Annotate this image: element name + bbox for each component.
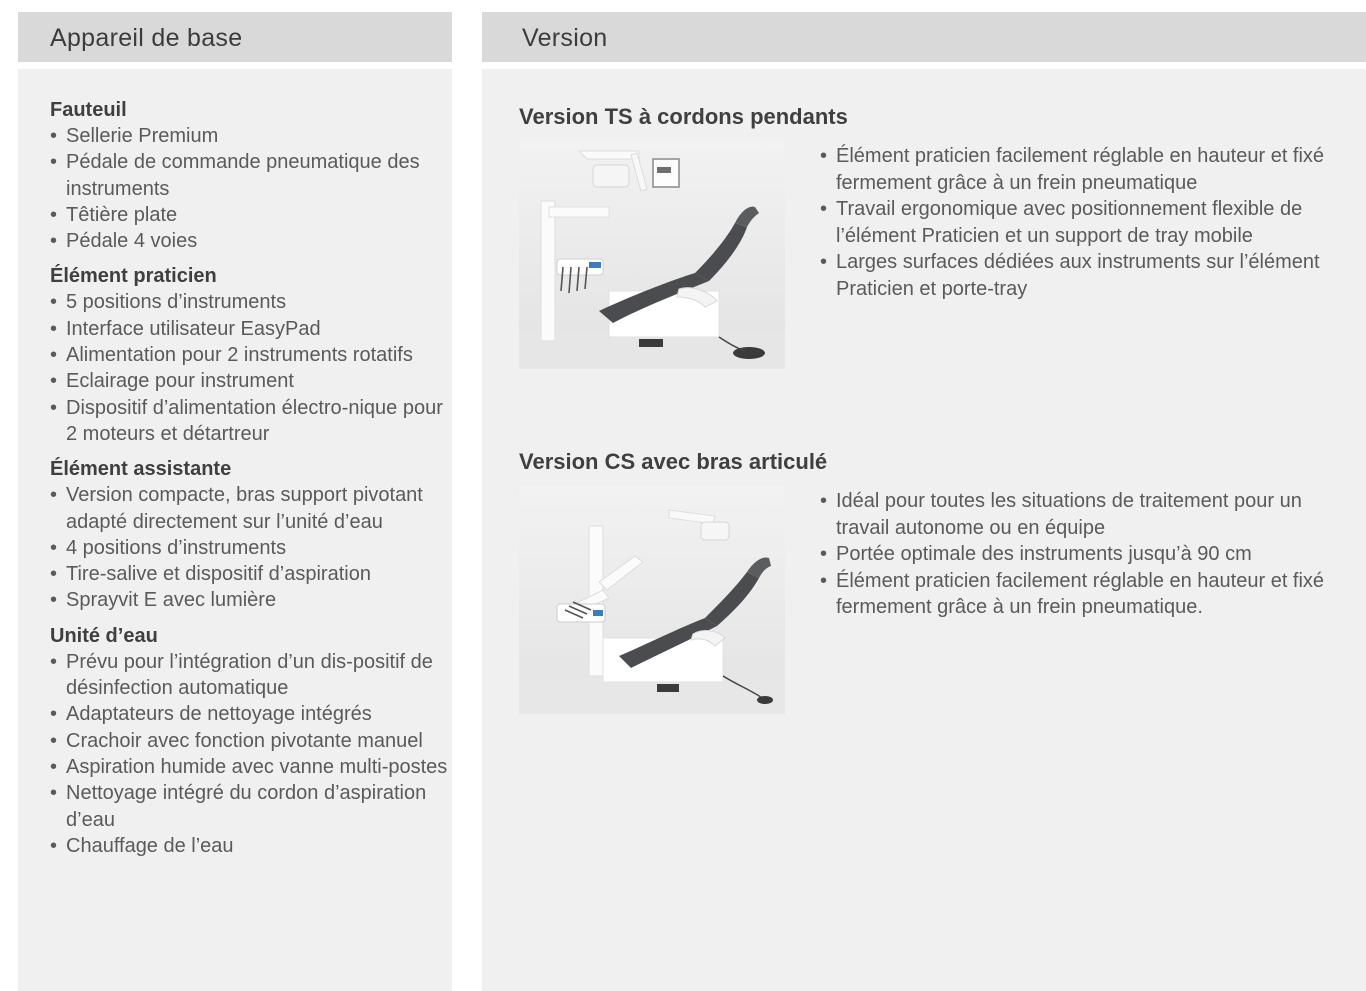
list-item: • 5 positions d’instruments bbox=[50, 289, 452, 315]
version-cs-section bbox=[519, 448, 1366, 618]
version-cs-features bbox=[820, 488, 1340, 621]
version-ts-features bbox=[820, 143, 1340, 302]
list-item: • Chauffage de l’eau bbox=[50, 833, 452, 859]
list-item: • Têtière plate bbox=[50, 202, 452, 228]
version-column bbox=[482, 12, 1366, 991]
list-item: • Sellerie Premium bbox=[50, 123, 452, 149]
base-unit-panel bbox=[18, 69, 452, 991]
version-ts-section bbox=[519, 103, 1366, 300]
group-element-praticien bbox=[50, 263, 452, 447]
list-item: • Pédale de commande pneumatique des instruments bbox=[50, 149, 452, 202]
list-item: • Alimentation pour 2 instruments rotatifs bbox=[50, 342, 452, 368]
list-item: • 4 positions d’instruments bbox=[50, 535, 452, 561]
dental-unit-cs-photo bbox=[519, 486, 785, 714]
list-item: • Prévu pour l’intégration d’un dis-positif de désinfection automatique bbox=[50, 649, 452, 702]
list-item: • Élément praticien facilement réglable en hauteur et fixé fermement grâce à un frein pneumatique. bbox=[820, 568, 1340, 621]
version-panel bbox=[482, 69, 1366, 991]
version-header: Version bbox=[482, 12, 1366, 62]
list-item: • Crachoir avec fonction pivotante manuel bbox=[50, 728, 452, 754]
list-item: • Adaptateurs de nettoyage intégrés bbox=[50, 701, 452, 727]
group-unite-eau bbox=[50, 623, 452, 859]
base-unit-header: Appareil de base bbox=[18, 12, 452, 62]
list-item: • Aspiration humide avec vanne multi-postes bbox=[50, 754, 452, 780]
dental-chair-cs-illustration bbox=[519, 486, 785, 714]
version-title: Version CS avec bras articulé bbox=[519, 449, 828, 474]
feature-list bbox=[50, 649, 452, 859]
feature-list bbox=[50, 289, 452, 447]
list-item: • Version compacte, bras support pivotant adapté directement sur l’unité d’eau bbox=[50, 482, 452, 535]
list-item: • Idéal pour toutes les situations de traitement pour un travail autonome ou en équipe bbox=[820, 488, 1340, 541]
dental-chair-ts-illustration bbox=[519, 141, 785, 369]
group-title: Unité d’eau bbox=[50, 624, 158, 647]
dental-unit-ts-photo bbox=[519, 141, 785, 369]
base-unit-column bbox=[18, 12, 452, 991]
list-item: • Travail ergonomique avec positionnement flexible de l’élément Praticien et un support de tray mobile bbox=[820, 196, 1340, 249]
group-element-assistante bbox=[50, 456, 452, 613]
feature-list bbox=[820, 488, 1340, 621]
group-title: Fauteuil bbox=[50, 99, 127, 121]
list-item: • Nettoyage intégré du cordon d’aspiration d’eau bbox=[50, 780, 452, 833]
group-fauteuil bbox=[50, 97, 452, 254]
group-title: Élément praticien bbox=[50, 265, 217, 288]
list-item: • Tire-salive et dispositif d’aspiration bbox=[50, 561, 452, 587]
feature-list bbox=[50, 482, 452, 613]
list-item: • Portée optimale des instruments jusqu’à 90 cm bbox=[820, 541, 1340, 568]
list-item: • Pédale 4 voies bbox=[50, 228, 452, 254]
list-item: • Sprayvit E avec lumière bbox=[50, 587, 452, 613]
list-item: • Larges surfaces dédiées aux instruments sur l’élément Praticien et porte-tray bbox=[820, 249, 1340, 302]
group-title: Élément assistante bbox=[50, 458, 232, 481]
list-item: • Élément praticien facilement réglable en hauteur et fixé fermement grâce à un frein pneumatique bbox=[820, 143, 1340, 196]
list-item: • Dispositif d’alimentation électro-nique pour 2 moteurs et détartreur bbox=[50, 395, 452, 448]
feature-list bbox=[50, 123, 452, 254]
list-item: • Interface utilisateur EasyPad bbox=[50, 316, 452, 342]
feature-list bbox=[820, 143, 1340, 302]
version-title: Version TS à cordons pendants bbox=[519, 104, 848, 129]
list-item: • Eclairage pour instrument bbox=[50, 368, 452, 394]
